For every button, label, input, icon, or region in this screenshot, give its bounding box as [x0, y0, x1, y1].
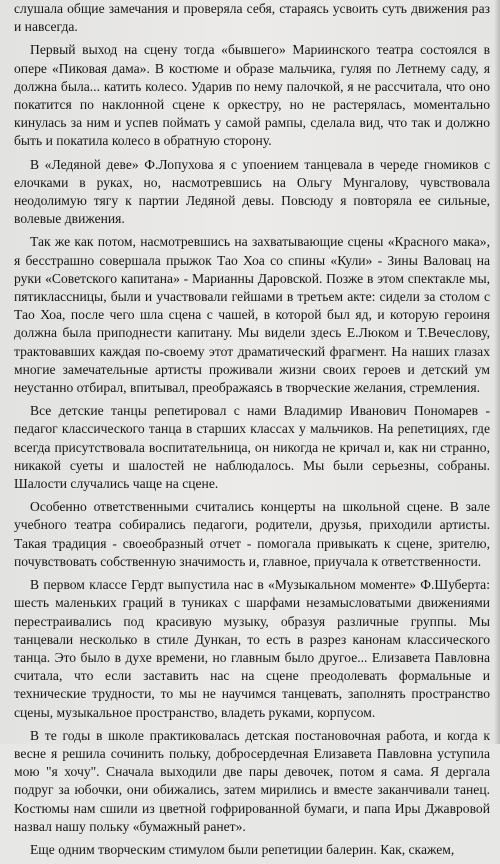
- scan-shadow-edge: [494, 0, 500, 744]
- paragraph-9: Еще одним творческим стимулом были репетиции балерин. Как, скажем,: [30, 841, 455, 857]
- paragraph-4: Так же как потом, насмотревшись на захватывающие сцены «Красного мака», я бесстрашно совершала прыжок Тао Хоа со спины «Кули» - Зины Валовац на руки «Советского капитана» - Марианны Даровской. Позже в этом спектакле мы, пятиклассницы, были и участвовали гейшами в третьем акте: сидели за столом с Тао Хоа, после чего шла сцена с чашей, в которой был яд, и которую героиня должна была приподнести капитану. Мы видели здесь Е.Люком и Т.Вечеслову, трактовавших каждая по-своему этот драматический фрагмент. На наших глазах многие замечательные артисты проживали жизни своих героев и детский ум неустанно отбирал, впитывал, преображаясь в творческие желания, стремления.: [14, 234, 490, 396]
- paragraph-1: слушала общие замечания и проверяла себя, стараясь усвоить суть движения раз и навсегда.: [14, 1, 490, 35]
- paragraph-3: В «Ледяной деве» Ф.Лопухова я с упоением танцевала в череде гномиков с елочками в руках, но, насмотревшись на Ольгу Мунгалову, чувствовала неодолимую тягу к партии Ледяной девы. Повсюду я повторяла ее сильные, волевые движения.: [14, 156, 490, 227]
- page-body-text: [14, 0, 490, 864]
- paragraph-8: В те годы в школе практиковалась детская постановочная работа, и когда к весне я решила сочинить польку, добросердечная Елизавета Павловна уступила мою "я хочу". Сначала выходили две пары девочек, потом я сама. Я дергала подруг за юбочки, они обижались, затем мирились и вместе заканчивали танец. Костюмы нам сшили из цветной гофрированной бумаги, и папа Иры Джавровой назвал нашу польку «бумажный ранет».: [14, 727, 490, 834]
- paragraph-7: В первом классе Гердт выпустила нас в «Музыкальном моменте» Ф.Шуберта: шесть маленьких граций в туниках с шарфами незамысловатыми движениями перестраивались под красивую музыку, образуя различные группы. Мы танцевали несколько в стиле Дункан, то есть в разрез канонам классического танца. Это было в духе времени, но главным было другое... Елизавета Павловна считала, что если заставить нас на сцене преодолевать формальные и технические трудности, то мы не научимся танцевать, заполнять пространство сцены, музыкальное пространство, владеть руками, корпусом.: [14, 577, 490, 720]
- paragraph-2: Первый выход на сцену тогда «бывшего» Мариинского театра состоялся в опере «Пиковая дама». В костюме и образе мальчика, гуляя по Летнему саду, я должна была... катить колесо. Ударив по нему палочкой, я не рассчитала, что оно покатится по наклонной сцене к оркестру, но не растерялась, моментально кинулась за ним и успев поймать у самой рампы, сделала вид, что так и должно быть и покатила колесо в обратную сторону.: [14, 42, 490, 149]
- paragraph-5: Все детские танцы репетировал с нами Владимир Иванович Пономарев - педагог классического танца в старших классах у мальчиков. На репетициях, где всегда присутствовала воспитательница, он никогда не кричал и, как ни странно, никакой суеты и шалостей не наблюдалось. Мы были серьезны, собраны. Шалости случались чаще на сцене.: [14, 403, 490, 492]
- paragraph-6: Особенно ответственными считались концерты на школьной сцене. В зале учебного театра собирались педагоги, родители, друзья, приходили артисты. Такая традиция - своеобразный отчет - помогала привыкать к сцене, зрителю, почувствовать собственную значимость и, главное, приучала к ответственности.: [14, 499, 490, 569]
